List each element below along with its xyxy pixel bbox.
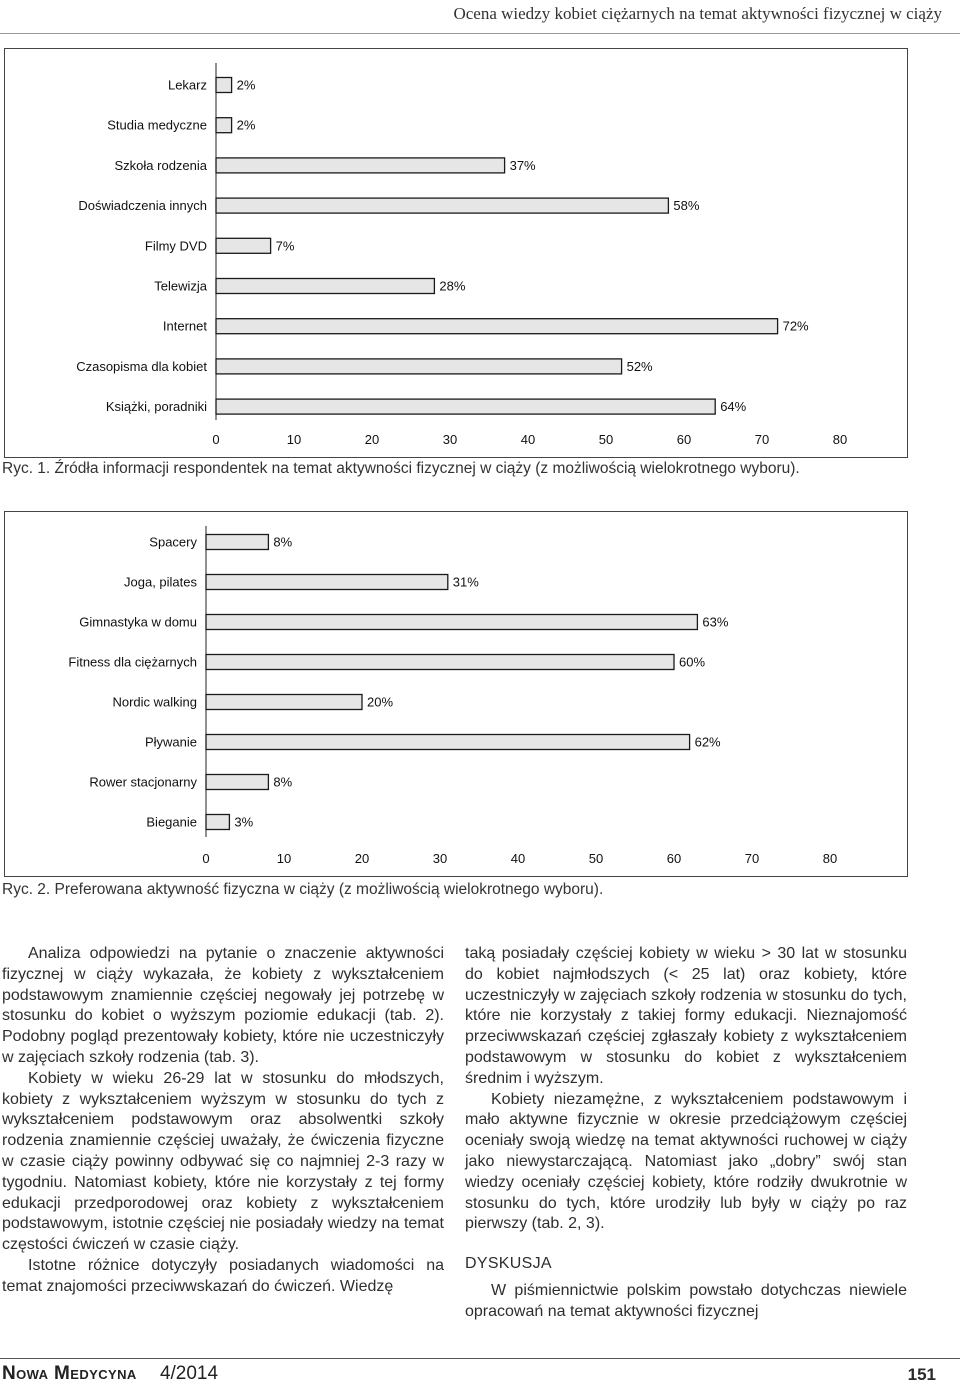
figure-2-svg [5,512,907,876]
category-label: Fitness dla ciężarnych [68,654,197,670]
bar [216,359,622,374]
x-tick-label: 80 [822,851,838,866]
category-label: Książki, poradniki [105,399,207,415]
bar [206,615,697,630]
category-label: Lekarz [167,77,207,93]
figure-1-chart [4,48,908,458]
paragraph: Kobiety w wieku 26-29 lat w stosunku do młodszych, kobiety z wykształceniem wyższym w stosunku do tych z wykształceniem podstawowym oraz absolwentki szkoły rodzenia znamiennie częściej uważały, że ćwiczenia fizyczne w czasie ciąży powinny odbywać się co najmniej 2-3 razy w tygodniu. Natomiast kobiety, które nie korzystały z tej formy edukacji przedporodowej oraz kobiety z wykształceniem podstawowym, istotnie częściej nie posiadały wiedzy na temat częstości ćwiczeń w czasie ciąży. [2,1069,444,1254]
category-label: Bieganie [146,814,197,830]
x-tick-label: 50 [598,432,614,447]
x-tick-label: 30 [432,851,448,866]
bar [216,399,715,414]
bar [216,238,271,253]
figure-1-caption: Ryc. 1. Źródła informacji respondentek na temat aktywności fizycznej w ciąży (z możliwością wielokrotnego wyboru). [2,460,800,477]
category-label: Czasopisma dla kobiet [76,358,207,374]
x-tick-label: 20 [364,432,380,447]
x-tick-label: 40 [520,432,536,447]
x-tick-label: 0 [212,432,220,447]
paragraph: Istotne różnice dotyczyły posiadanych wiadomości na temat znajomości przeciwwskazań do ćwiczeń. Wiedzę [2,1256,444,1295]
data-label: 63% [702,614,729,630]
x-tick-label: 70 [754,432,770,447]
figure-1-svg [5,49,907,457]
journal-footer [2,1363,218,1385]
header-rule [0,33,960,34]
bar [216,198,668,213]
data-label: 72% [782,318,809,334]
page-number: 151 [907,1365,936,1384]
running-title: Ocena wiedzy kobiet ciężarnych na temat aktywności fizycznej w ciąży [453,4,942,23]
journal-issue: 4/2014 [159,1363,219,1384]
figure-2-chart [4,511,908,877]
x-tick-label: 30 [442,432,458,447]
data-label: 60% [679,654,706,670]
data-label: 58% [673,198,700,214]
category-label: Joga, pilates [124,574,197,590]
x-tick-label: 40 [510,851,526,866]
text-column-right [465,944,907,1323]
x-tick-label: 0 [202,851,210,866]
bar [206,655,674,670]
data-label: 37% [509,157,536,173]
section-heading: DYSKUSJA [465,1255,552,1273]
x-tick-label: 80 [832,432,848,447]
x-tick-label: 60 [676,432,692,447]
x-tick-label: 20 [354,851,370,866]
data-label: 2% [236,77,256,93]
x-tick-label: 60 [666,851,682,866]
category-label: Gimnastyka w domu [79,614,197,630]
data-label: 64% [720,399,747,415]
data-label: 31% [452,574,479,590]
paragraph: taką posiadały częściej kobiety w wieku > 30 lat w stosunku do kobiet najmłodszych (< 25 lat) oraz kobiety, które uczestniczyły w zajęciach szkoły rodzenia w stosunku do tych, które nie korzystały z takiej formy edukacji. Nieznajomość przeciwwskazań częściej zgłaszały kobiety z wykształceniem podstawowym w stosunku do kobiet z wykształceniem średnim i wyższym. [465,945,907,1087]
footer-rule [0,1358,960,1359]
data-label: 8% [273,534,293,550]
data-label: 3% [234,814,254,830]
category-label: Spacery [149,534,197,550]
category-label: Nordic walking [112,694,197,710]
bar [206,815,229,830]
category-label: Telewizja [154,278,207,294]
data-label: 28% [439,278,466,294]
bar [206,775,268,790]
paragraph: W piśmiennictwie polskim powstało dotychczas niewiele opracowań na temat aktywności fizycznej [465,1281,907,1320]
category-label: Rower stacjonarny [89,774,197,790]
data-label: 62% [694,734,721,750]
category-label: Szkoła rodzenia [114,157,207,173]
data-label: 20% [367,694,394,710]
bar [216,78,232,93]
data-label: 7% [275,238,295,254]
figure-2-caption: Ryc. 2. Preferowana aktywność fizyczna w ciąży (z możliwością wielokrotnego wyboru). [2,881,604,898]
x-tick-label: 10 [276,851,292,866]
x-tick-label: 10 [286,432,302,447]
bar [216,279,434,294]
bar [206,535,268,550]
x-tick-label: 50 [588,851,604,866]
bar [216,158,505,173]
category-label: Internet [162,318,207,334]
journal-name: Nowa Medycyna [2,1363,137,1384]
bar [216,118,232,133]
category-label: Studia medyczne [107,117,207,133]
data-label: 52% [626,358,653,374]
category-label: Doświadczenia innych [78,198,207,214]
data-label: 2% [236,117,256,133]
text-column-left [2,944,444,1298]
paragraph: Kobiety niezamężne, z wykształceniem podstawowym i mało aktywne fizycznie w okresie przedciążowym częściej oceniały swoją wiedzę na temat aktywności ruchowej w ciąży jako niewystarczającą. Natomiast jako „dobry” swój stan wiedzy oceniały częściej kobiety, które rodziły dwukrotnie w stosunku do tych, które urodziły lub były w ciąży po raz pierwszy (tab. 2, 3). [465,1090,907,1233]
bar [206,735,690,750]
data-label: 8% [273,774,293,790]
bar [206,695,362,710]
bar [206,575,448,590]
bar [216,319,778,334]
category-label: Pływanie [144,734,197,750]
paragraph: Analiza odpowiedzi na pytanie o znaczenie aktywności fizycznej w ciąży wykazała, że kobiety z wykształceniem podstawowym znamiennie częściej negowały jej potrzebę w stosunku do kobiet o wyższym poziomie edukacji (tab. 2). Podobny pogląd prezentowały kobiety, które nie uczestniczyły w zajęciach szkoły rodzenia (tab. 3). [2,945,444,1066]
x-tick-label: 70 [744,851,760,866]
category-label: Filmy DVD [144,238,207,254]
